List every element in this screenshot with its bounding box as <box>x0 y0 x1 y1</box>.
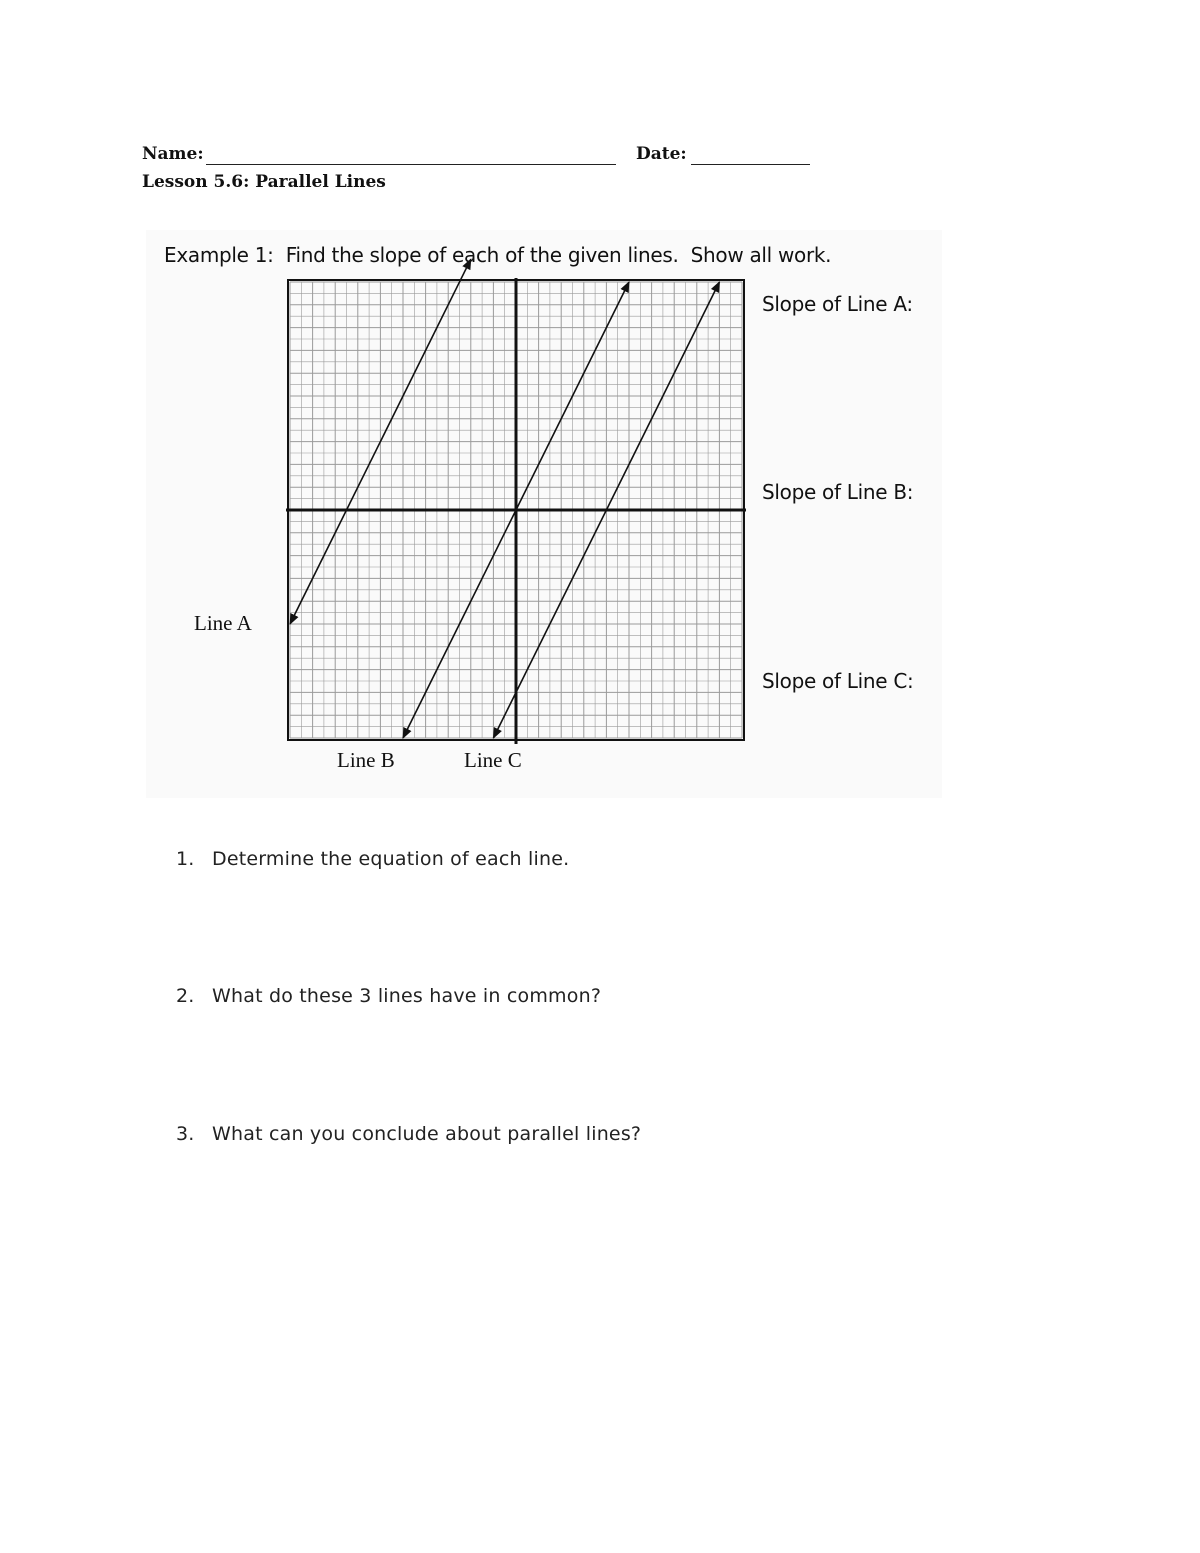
question-3 <box>176 1123 876 1149</box>
question-number: 3. <box>176 1123 195 1145</box>
question-text: What do these 3 lines have in common? <box>212 985 602 1007</box>
question-number: 1. <box>176 848 195 870</box>
question-text: What can you conclude about parallel lines? <box>212 1123 642 1145</box>
line-a-label: Line A <box>194 611 252 635</box>
lesson-title: Lesson 5.6: Parallel Lines <box>142 172 386 192</box>
question-number: 2. <box>176 985 195 1007</box>
slope-line-b-label: Slope of Line B: <box>762 480 914 504</box>
question-1 <box>176 848 876 874</box>
slope-line-c-label: Slope of Line C: <box>762 669 914 693</box>
example-prompt: Example 1: Find the slope of each of the given lines. Show all work. <box>164 243 832 267</box>
line-b-label: Line B <box>337 748 395 772</box>
date-label: Date: <box>636 144 687 164</box>
question-text: Determine the equation of each line. <box>212 848 570 870</box>
line-c-label: Line C <box>464 748 522 772</box>
slope-line-a-label: Slope of Line A: <box>762 292 913 316</box>
name-label: Name: <box>142 144 204 164</box>
question-2 <box>176 985 876 1011</box>
